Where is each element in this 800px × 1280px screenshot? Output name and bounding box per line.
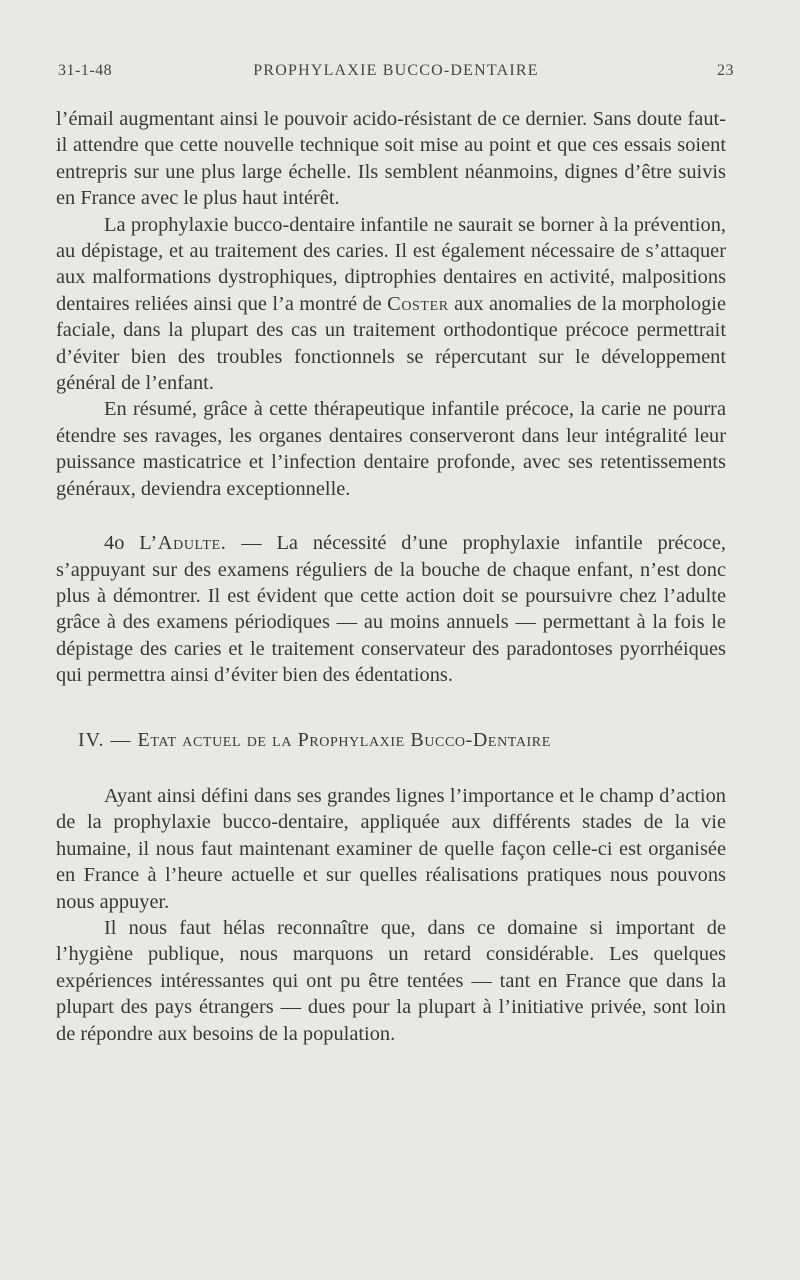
- section-heading-title: Etat actuel de la Prophylaxie Bucco-Dentaire: [137, 728, 551, 751]
- author-name-coster: Coster: [387, 292, 449, 315]
- paragraph-adult: [56, 530, 726, 688]
- section-label-adult: L’Adulte.: [139, 532, 227, 555]
- header-date: 31-1-48: [58, 62, 113, 79]
- paragraph-introduction: Ayant ainsi défini dans ses grandes lignes l’importance et le champ d’action de la prophylaxie bucco-dentaire, appliquée aux différents stades de la vie humaine, il nous faut maintenant examiner de quelle façon celle-ci est organisée en France à l’heure actuelle et sur quelles réalisations pratiques nous pouvons nous appuyer.: [56, 784, 726, 913]
- paragraph-text: aux anomalies de la morphologie faciale, dans la plupart des cas un traitement orthodontique précoce permettrait d’éviter bien des troubles fonctionnels se répercutant sur le développement général de l’enfant.: [56, 292, 727, 395]
- paragraph-infant-prophylaxis: [56, 212, 726, 397]
- section-heading: [78, 727, 726, 753]
- page-body: [56, 106, 726, 1047]
- paragraph-current-state: Il nous faut hélas reconnaître que, dans ce domaine si important de l’hygiène publique, nous marquons un retard considérable. Les quelques expériences intéressantes qui ont pu être tentées — tant en France que dans la plupart des pays étrangers — dues pour la plupart à l’initiative privée, sont loin de répondre aux besoins de la population.: [56, 916, 726, 1045]
- paragraph-summary: En résumé, grâce à cette thérapeutique infantile précoce, la carie ne pourra étendre ses ravages, les organes dentaires conserveront dans leur intégralité leur puissance masticatrice et l’infection dentaire profonde, avec ses retentissements généraux, deviendra exceptionnelle.: [56, 398, 726, 500]
- paragraph-text: — La nécessité d’une prophylaxie infantile précoce, s’appuyant sur des examens réguliers de la bouche de chaque enfant, n’est donc plus à démontrer. Il est évident que cette action doit se poursuivre chez l’adulte grâce à des examens périodiques — au moins annuels — permettant à la fois le dépistage des caries et le traitement conservateur des paradontoses pyorrhéiques qui permettra ainsi d’éviter bien des édentations.: [56, 532, 726, 687]
- paragraph-text: La prophylaxie bucco-dentaire infantile ne saurait se borner à la prévention, au dépistage, et au traitement des caries. Il est également nécessaire de s’attaquer aux malformations dystrophiques, diptrophies dentaires en activité, malpositions dentaires reliées ainsi que l’a montré de: [56, 213, 726, 315]
- section-number: 4o: [104, 532, 125, 555]
- section-heading-number: IV. —: [78, 728, 132, 751]
- paragraph-continuation: l’émail augmentant ainsi le pouvoir acido-résistant de ce dernier. Sans doute faut-il attendre que cette nouvelle technique soit mise au point et que ces essais soient entrepris sur une plus large échelle. Ils semblent néanmoins, dignes d’être suivis en France avec le plus haut intérêt.: [56, 108, 726, 210]
- running-header: [58, 62, 734, 86]
- page-number: 23: [717, 62, 734, 79]
- header-title: PROPHYLAXIE BUCCO-DENTAIRE: [253, 62, 539, 79]
